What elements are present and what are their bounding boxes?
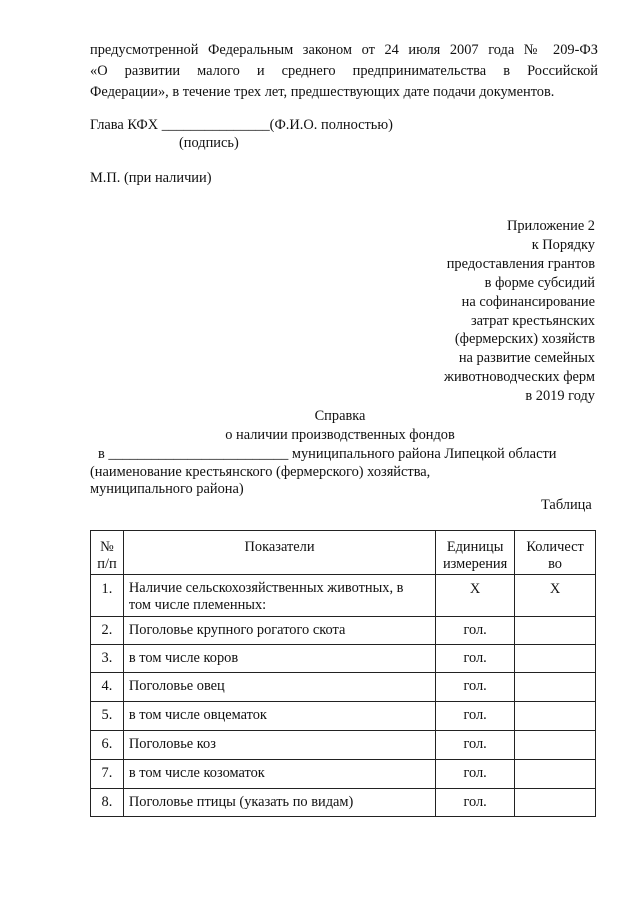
- row-qty: [515, 617, 596, 645]
- district-name-note: муниципального района): [90, 481, 244, 497]
- indicators-table: [90, 530, 596, 817]
- appendix-line: Приложение 2: [506, 218, 595, 234]
- table-row: [91, 760, 596, 789]
- farm-name-note: (наименование крестьянского (фермерского) хозяйства,: [90, 464, 431, 480]
- appendix-line: животноводческих ферм: [444, 369, 595, 386]
- row-num: 2.: [91, 617, 124, 645]
- table-row: [91, 673, 596, 702]
- row-qty: [515, 731, 596, 760]
- table-row: [91, 645, 596, 673]
- table-row: [91, 575, 596, 617]
- row-unit: гол.: [436, 645, 515, 673]
- row-indicator: Поголовье коз: [123, 731, 435, 760]
- appendix-line: затрат крестьянских: [470, 312, 595, 329]
- row-num: 4.: [91, 673, 124, 702]
- table-label: Таблица: [541, 497, 592, 513]
- table-row: [91, 731, 596, 760]
- row-indicator: в том числе козоматок: [123, 760, 435, 789]
- header-num: № п/п: [91, 531, 124, 575]
- row-num: 5.: [91, 702, 124, 731]
- row-unit: гол.: [436, 789, 515, 817]
- row-qty: [515, 789, 596, 817]
- row-indicator: Поголовье овец: [123, 673, 435, 702]
- row-indicator: в том числе овцематок: [123, 702, 435, 731]
- row-indicator: Поголовье крупного рогатого скота: [123, 617, 435, 645]
- appendix-line: на софинансирование: [461, 293, 595, 310]
- table-row: [91, 617, 596, 645]
- certificate-title: Справка: [314, 408, 366, 424]
- district-line: в _________________________ муниципального района Липецкой области: [98, 446, 557, 462]
- row-num: 7.: [91, 760, 124, 789]
- appendix-line: в форме субсидий: [484, 274, 595, 291]
- intro-line: Федерации», в течение трех лет, предшествующих дате подачи документов.: [90, 84, 555, 100]
- header-indicator: Показатели: [123, 531, 435, 575]
- row-qty: Х: [515, 575, 596, 617]
- header-unit: Единицы измерения: [436, 531, 515, 575]
- certificate-subtitle: о наличии производственных фондов: [225, 427, 455, 443]
- appendix-line: предоставления грантов: [446, 255, 595, 272]
- row-unit: гол.: [436, 731, 515, 760]
- header-qty: Количест во: [515, 531, 596, 575]
- table-row: [91, 702, 596, 731]
- row-unit: гол.: [436, 673, 515, 702]
- intro-line: предусмотренной Федеральным законом от 24 июля 2007 года № 209-ФЗ: [90, 42, 598, 58]
- appendix-line: в 2019 году: [525, 388, 595, 405]
- row-num: 3.: [91, 645, 124, 673]
- row-qty: [515, 702, 596, 731]
- signature-caption: (подпись): [179, 135, 239, 151]
- appendix-header: [420, 217, 595, 406]
- row-unit: гол.: [436, 702, 515, 731]
- table-header-row: [91, 531, 596, 575]
- row-qty: [515, 645, 596, 673]
- row-unit: гол.: [436, 760, 515, 789]
- intro-line: «О развитии малого и среднего предпринимательства в Российской: [90, 63, 598, 79]
- row-qty: [515, 673, 596, 702]
- row-unit: Х: [436, 575, 515, 617]
- signature-line: Глава КФХ _______________(Ф.И.О. полностью): [90, 117, 393, 133]
- row-indicator: Наличие сельскохозяйственных животных, в том числе племенных:: [123, 575, 435, 617]
- row-qty: [515, 760, 596, 789]
- seal-note: М.П. (при наличии): [90, 170, 212, 186]
- row-num: 8.: [91, 789, 124, 817]
- appendix-line: на развитие семейных: [458, 350, 595, 367]
- row-num: 1.: [91, 575, 124, 617]
- row-indicator: Поголовье птицы (указать по видам): [123, 789, 435, 817]
- row-unit: гол.: [436, 617, 515, 645]
- appendix-line: к Порядку: [531, 236, 595, 253]
- table-row: [91, 789, 596, 817]
- appendix-line: (фермерских) хозяйств: [454, 331, 595, 348]
- intro-paragraph: [90, 40, 598, 103]
- row-indicator: в том числе коров: [123, 645, 435, 673]
- row-num: 6.: [91, 731, 124, 760]
